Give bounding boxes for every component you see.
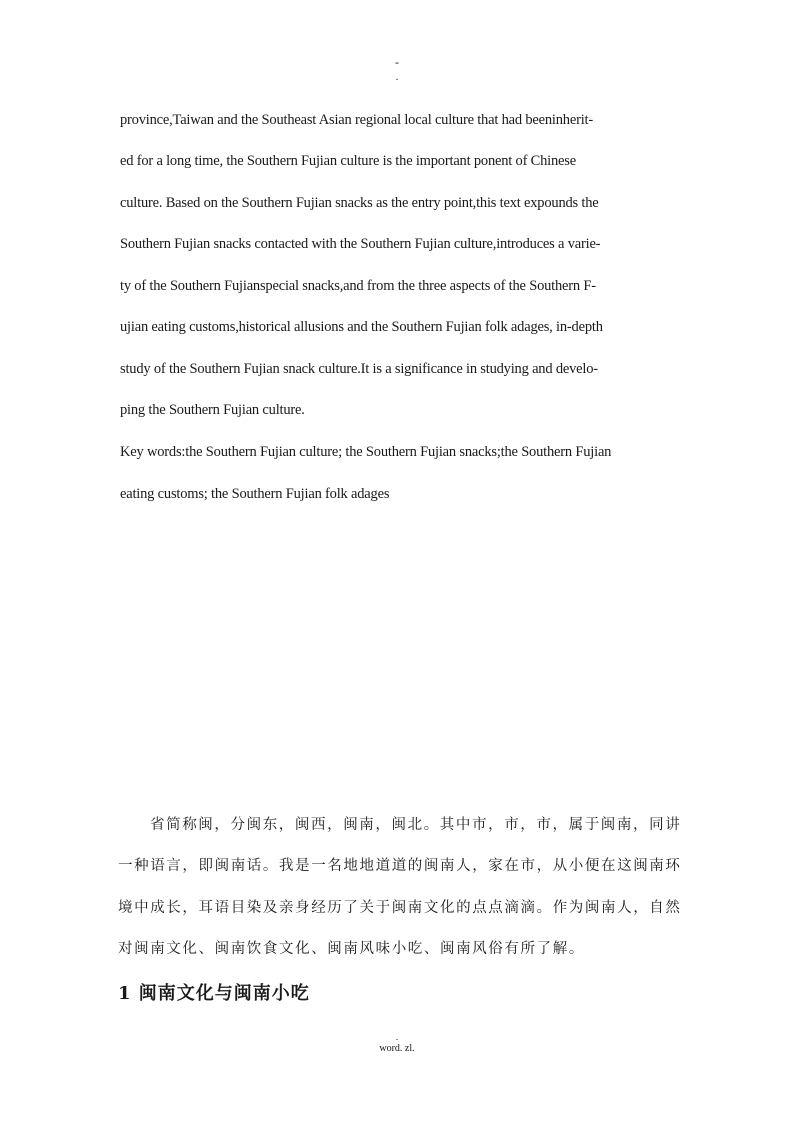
page-footer-text: word. zl. [379, 1043, 415, 1054]
paragraph-line: 省简称闽，分闽东，闽西，闽南，闽北。其中市，市，市，属于闽南，同讲 [150, 817, 682, 833]
keywords-line: eating customs; the Southern Fujian folk adages [120, 486, 390, 502]
paragraph-line: 一种语言，即闽南话。我是一名地地道道的闽南人，家在市，从小便在这闽南环 [118, 858, 682, 874]
page-header-dash: - [395, 55, 399, 69]
abstract-line: Southern Fujian snacks contacted with the Southern Fujian culture,introduces a varie- [120, 236, 601, 252]
paragraph-line: 境中成长，耳语目染及亲身经历了关于闽南文化的点点滴滴。作为闽南人，自然 [118, 900, 682, 916]
page-header-dot: . [395, 72, 399, 83]
abstract-line: culture. Based on the Southern Fujian snacks as the entry point,this text expounds the [120, 195, 599, 211]
abstract-line: study of the Southern Fujian snack culture.It is a significance in studying and develo- [120, 361, 598, 377]
section-heading: 1 闽南文化与闽南小吃 [118, 983, 310, 1004]
abstract-line: ed for a long time, the Southern Fujian culture is the important ponent of Chinese [120, 153, 576, 169]
abstract-line: ujian eating customs,historical allusions and the Southern Fujian folk adages, in-depth [120, 319, 603, 335]
abstract-line: province,Taiwan and the Southeast Asian regional local culture that had beeninherit- [120, 112, 594, 128]
page-footer-dot: . [395, 1032, 399, 1042]
abstract-line: ping the Southern Fujian culture. [120, 402, 305, 418]
abstract-line: ty of the Southern Fujianspecial snacks,and from the three aspects of the Southern F- [120, 278, 596, 294]
keywords-line: Key words:the Southern Fujian culture; the Southern Fujian snacks;the Southern Fujian [120, 444, 612, 460]
paragraph-line: 对闽南文化、闽南饮食文化、闽南风味小吃、闽南风俗有所了解。 [118, 941, 585, 957]
